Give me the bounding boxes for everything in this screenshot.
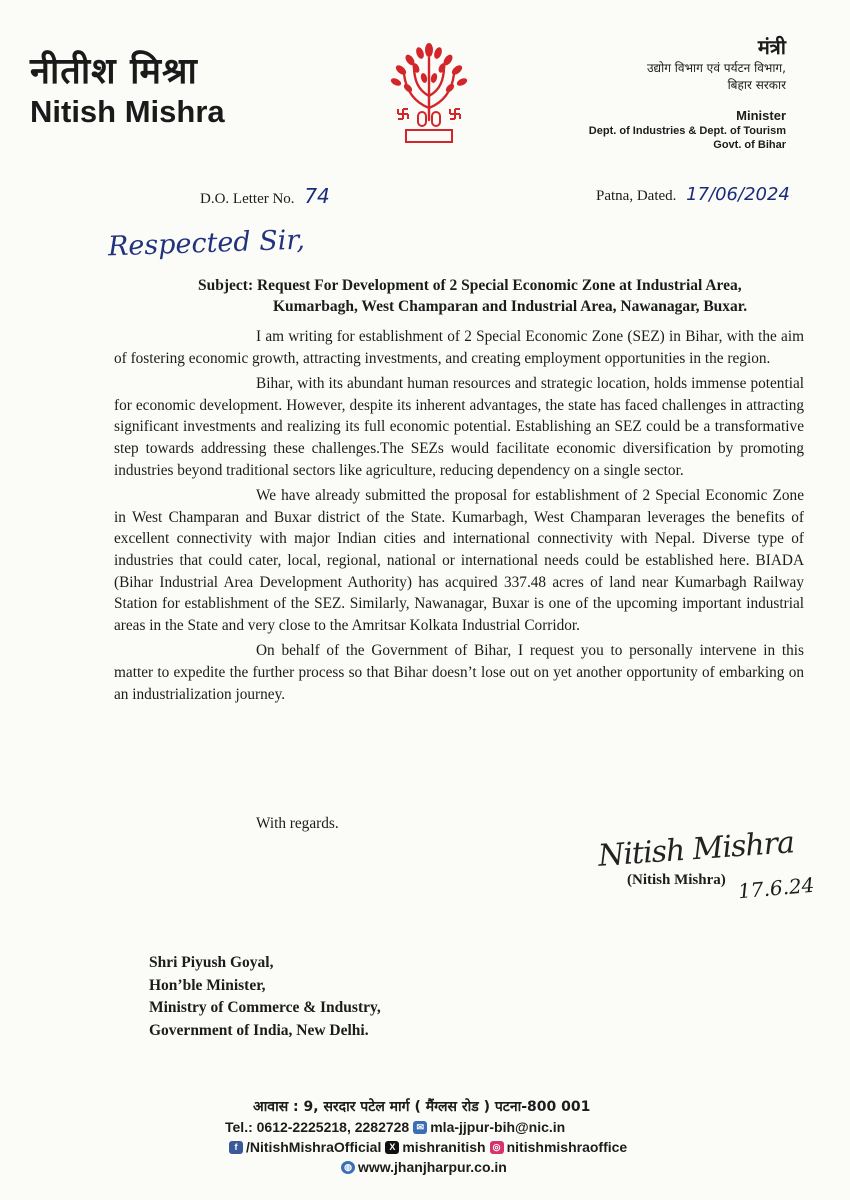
- letter-number-value: 74: [304, 184, 330, 208]
- designation-hindi: मंत्री: [757, 35, 786, 59]
- website-line: [225, 1157, 695, 1177]
- contact-line: [225, 1117, 695, 1137]
- website-link[interactable]: www.jhanjharpur.co.in: [358, 1159, 507, 1175]
- designation-block: [526, 34, 786, 152]
- letter-number-row: [200, 184, 330, 208]
- designation-english: Minister: [736, 108, 786, 123]
- social-line: [225, 1137, 695, 1157]
- letterhead-name: [30, 52, 225, 130]
- body-paragraph: I am writing for establishment of 2 Special Economic Zone (SEZ) in Bihar, with the aim of fostering economic growth, attracting investments, and creating employment opportunities in the region.: [114, 328, 804, 367]
- subject-line-2: Kumarbagh, West Champaran and Industrial Area, Nawanagar, Buxar.: [273, 298, 748, 315]
- bodhi-tree-emblem-icon: [384, 38, 474, 148]
- department-english: Dept. of Industries & Dept. of Tourism: [588, 125, 786, 137]
- handwritten-signature: Nitish Mishra: [597, 825, 795, 874]
- recipient-address: [149, 952, 381, 1042]
- closing: With regards.: [256, 815, 339, 832]
- letter-body: [114, 326, 804, 709]
- body-paragraph: On behalf of the Government of Bihar, I request you to personally intervene in this matter to expedite the further process so that Bihar doesn’t lose out on yet another opportunity of embarking on an industrialization journey.: [114, 642, 804, 703]
- signature-date: 17.6.24: [737, 872, 816, 904]
- letter-number-label: D.O. Letter No.: [200, 191, 295, 207]
- letter-footer: [225, 1097, 695, 1177]
- x-icon: X: [385, 1141, 399, 1154]
- recipient-line: Government of India, New Delhi.: [149, 1021, 369, 1039]
- body-paragraph: We have already submitted the proposal for establishment of 2 Special Economic Zone in West Champaran and Buxar district of the State. Kumarbagh, West Champaran leverages the benefits of excellent connectivity with major Indian cities and international connectivity with Nepal. Diverse type of industries that could cater, local, regional, national or international needs could be established here. BIADA (Bihar Industrial Area Development Authority) has acquired 337.48 acres of land near Kumarbagh Railway Station for establishment of the SEZ. Similarly, Nawanagar, Buxar is one of the upcoming important industrial areas in the State and very close to the Amritsar Kolkata Industrial Corridor.: [114, 487, 804, 634]
- recipient-line: Shri Piyush Goyal,: [149, 954, 274, 971]
- date-value: 17/06/2024: [686, 184, 790, 205]
- salutation: Respected Sir,: [107, 224, 306, 263]
- department-hindi: उद्योग विभाग एवं पर्यटन विभाग,: [646, 61, 786, 75]
- telephone: Tel.: 0612-2225218, 2282728: [225, 1119, 410, 1135]
- instagram-handle[interactable]: nitishmishraoffice: [506, 1139, 628, 1155]
- email-icon: ✉: [413, 1121, 427, 1134]
- facebook-handle[interactable]: /NitishMishraOfficial: [246, 1139, 382, 1155]
- residence-address: आवास : 9, सरदार पटेल मार्ग ( मैंग्लस रोड ) पटना-800 001: [253, 1099, 591, 1115]
- facebook-icon: f: [229, 1141, 243, 1154]
- subject-line-1: Subject: Request For Development of 2 Special Economic Zone at Industrial Area,: [198, 277, 742, 294]
- letter-date-row: [596, 184, 790, 205]
- government-english: Govt. of Bihar: [713, 139, 786, 151]
- globe-icon: ◍: [341, 1161, 355, 1174]
- email-address[interactable]: mla-jjpur-bih@nic.in: [430, 1119, 566, 1135]
- date-label: Patna, Dated.: [596, 188, 677, 204]
- recipient-line: Ministry of Commerce & Industry,: [149, 999, 381, 1016]
- body-paragraph: Bihar, with its abundant human resources and strategic location, holds immense potential for economic development. However, despite its inherent advantages, the state has faced challenges in attracting significant investments and realizing its full economic potential. Establishing an SEZ could be a transformative step towards addressing these challenges.The SEZs would facilitate economic diversification by promoting industries beyond traditional sectors like agriculture, reducing dependency on a single sector.: [114, 375, 804, 479]
- subject-line: [198, 275, 798, 317]
- name-hindi: नीतीश मिश्रा: [30, 51, 198, 92]
- name-english: Nitish Mishra: [30, 94, 225, 129]
- recipient-line: Hon’ble Minister,: [149, 976, 266, 994]
- signatory-name: (Nitish Mishra): [627, 872, 726, 888]
- government-hindi: बिहार सरकार: [727, 78, 786, 92]
- x-handle[interactable]: mishranitish: [402, 1139, 486, 1155]
- instagram-icon: ◎: [490, 1141, 504, 1154]
